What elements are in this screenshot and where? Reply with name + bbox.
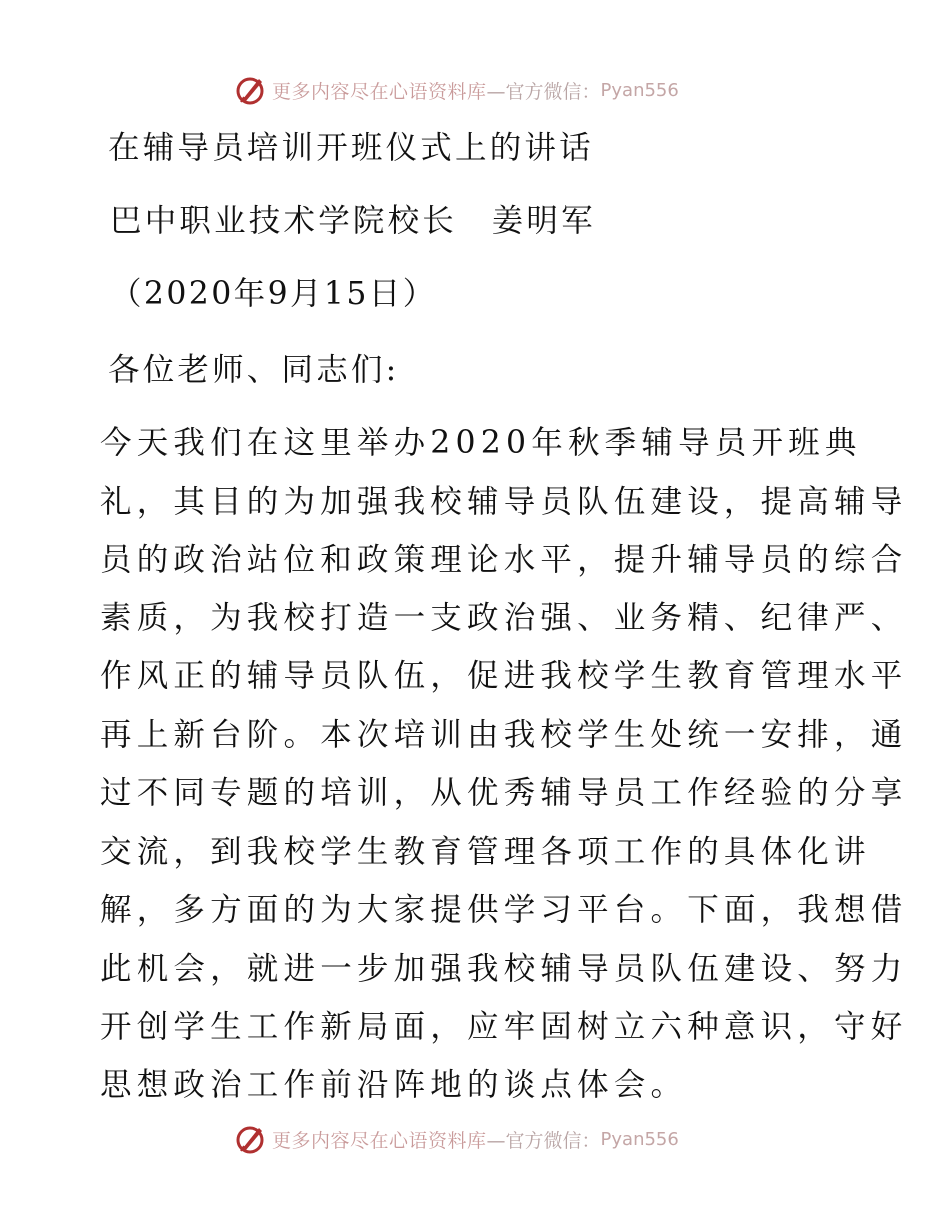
body-line: 此机会，就进一步加强我校辅导员队伍建设、努力 — [100, 951, 908, 987]
watermark-footer — [233, 1121, 679, 1157]
body-line: 礼，其目的为加强我校辅导员队伍建设，提高辅导 — [100, 484, 908, 520]
document-author: 巴中职业技术学院校长 姜明军 — [110, 203, 596, 239]
watermark-wechat-id: Pyan556 — [600, 79, 679, 101]
watermark-main-text: 更多内容尽在心语资料库 — [272, 80, 487, 103]
body-line: 素质，为我校打造一支政治强、业务精、纪律严、 — [100, 600, 908, 636]
body-line: 再上新台阶。本次培训由我校学生处统一安排，通 — [100, 717, 908, 753]
quill-pen-logo-icon — [233, 73, 267, 107]
watermark-sub-text: —官方微信： — [486, 1129, 601, 1152]
body-line: 过不同专题的培训，从优秀辅导员工作经验的分享 — [100, 775, 908, 811]
watermark-header — [233, 72, 679, 108]
body-line: 解，多方面的为大家提供学习平台。下面，我想借 — [100, 892, 908, 928]
body-line: 思想政治工作前沿阵地的谈点体会。 — [100, 1067, 688, 1103]
body-line: 员的政治站位和政策理论水平，提升辅导员的综合 — [100, 542, 908, 578]
watermark-sub-text: —官方微信： — [486, 80, 601, 103]
watermark-wechat-id: Pyan556 — [600, 1128, 679, 1150]
document-greeting: 各位老师、同志们: — [108, 352, 400, 388]
body-line: 交流，到我校学生教育管理各项工作的具体化讲 — [100, 834, 871, 870]
body-line: 今天我们在这里举办2020年秋季辅导员开班典 — [100, 425, 862, 461]
quill-pen-logo-icon — [233, 1122, 267, 1156]
document-title: 在辅导员培训开班仪式上的讲话 — [108, 130, 594, 166]
document-date: （2020年9月15日） — [110, 276, 437, 312]
body-line: 作风正的辅导员队伍，促进我校学生教育管理水平 — [100, 658, 908, 694]
watermark-main-text: 更多内容尽在心语资料库 — [272, 1129, 487, 1152]
body-line: 开创学生工作新局面，应牢固树立六种意识，守好 — [100, 1009, 908, 1045]
